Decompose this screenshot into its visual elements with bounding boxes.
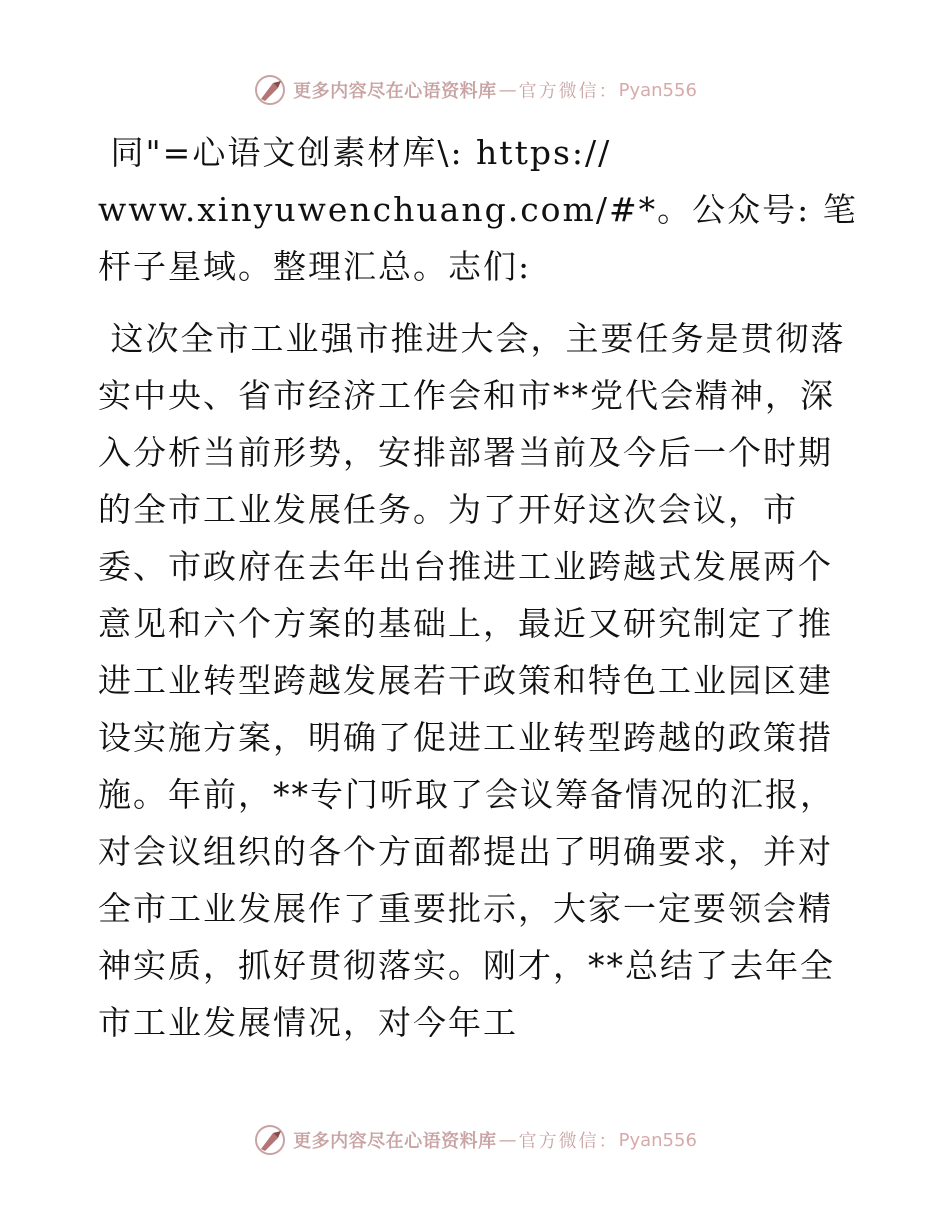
wechat-id: Pyan556 bbox=[618, 79, 697, 101]
official-wechat-label: 官方微信： bbox=[518, 81, 619, 102]
separator-dash: — bbox=[498, 1129, 517, 1151]
paragraph-main: 这次全市工业强市推进大会，主要任务是贯彻落实中央、省市经济工作会和市**党代会精神，深入分析当前形势，安排部署当前及今后一个时期的全市工业发展任务。为了开好这次会议，市委、市政府在去年出台推进工业跨越式发展两个意见和六个方案的基础上，最近又研究制定了推进工业转型跨越发展若干政策和特色工业园区建设实施方案，明确了促进工业转型跨越的政策措施。年前，**专门听取了会议筹备情况的汇报，对会议组织的各个方面都提出了明确要求，并对全市工业发展作了重要批示，大家一定要领会精神实质，抓好贯彻落实。刚才，**总结了去年全市工业发展情况，对今年工 bbox=[98, 319, 846, 1042]
paragraph-intro: 同"=心语文创素材库\: https:// www.xinyuwenchuang.com/#*。公众号: 笔杆子星域。整理汇总。志们: bbox=[98, 133, 858, 286]
document-body bbox=[98, 124, 858, 1051]
promo-text: 更多内容尽在心语资料库 bbox=[293, 1131, 497, 1152]
footer-watermark-banner bbox=[0, 1120, 950, 1160]
header-watermark-banner bbox=[0, 70, 950, 110]
promo-text: 更多内容尽在心语资料库 bbox=[293, 81, 497, 102]
pen-nib-logo-icon bbox=[253, 73, 287, 107]
separator-dash: — bbox=[498, 79, 517, 101]
wechat-id: Pyan556 bbox=[618, 1129, 697, 1151]
pen-nib-logo-icon bbox=[253, 1123, 287, 1157]
official-wechat-label: 官方微信： bbox=[518, 1131, 619, 1152]
